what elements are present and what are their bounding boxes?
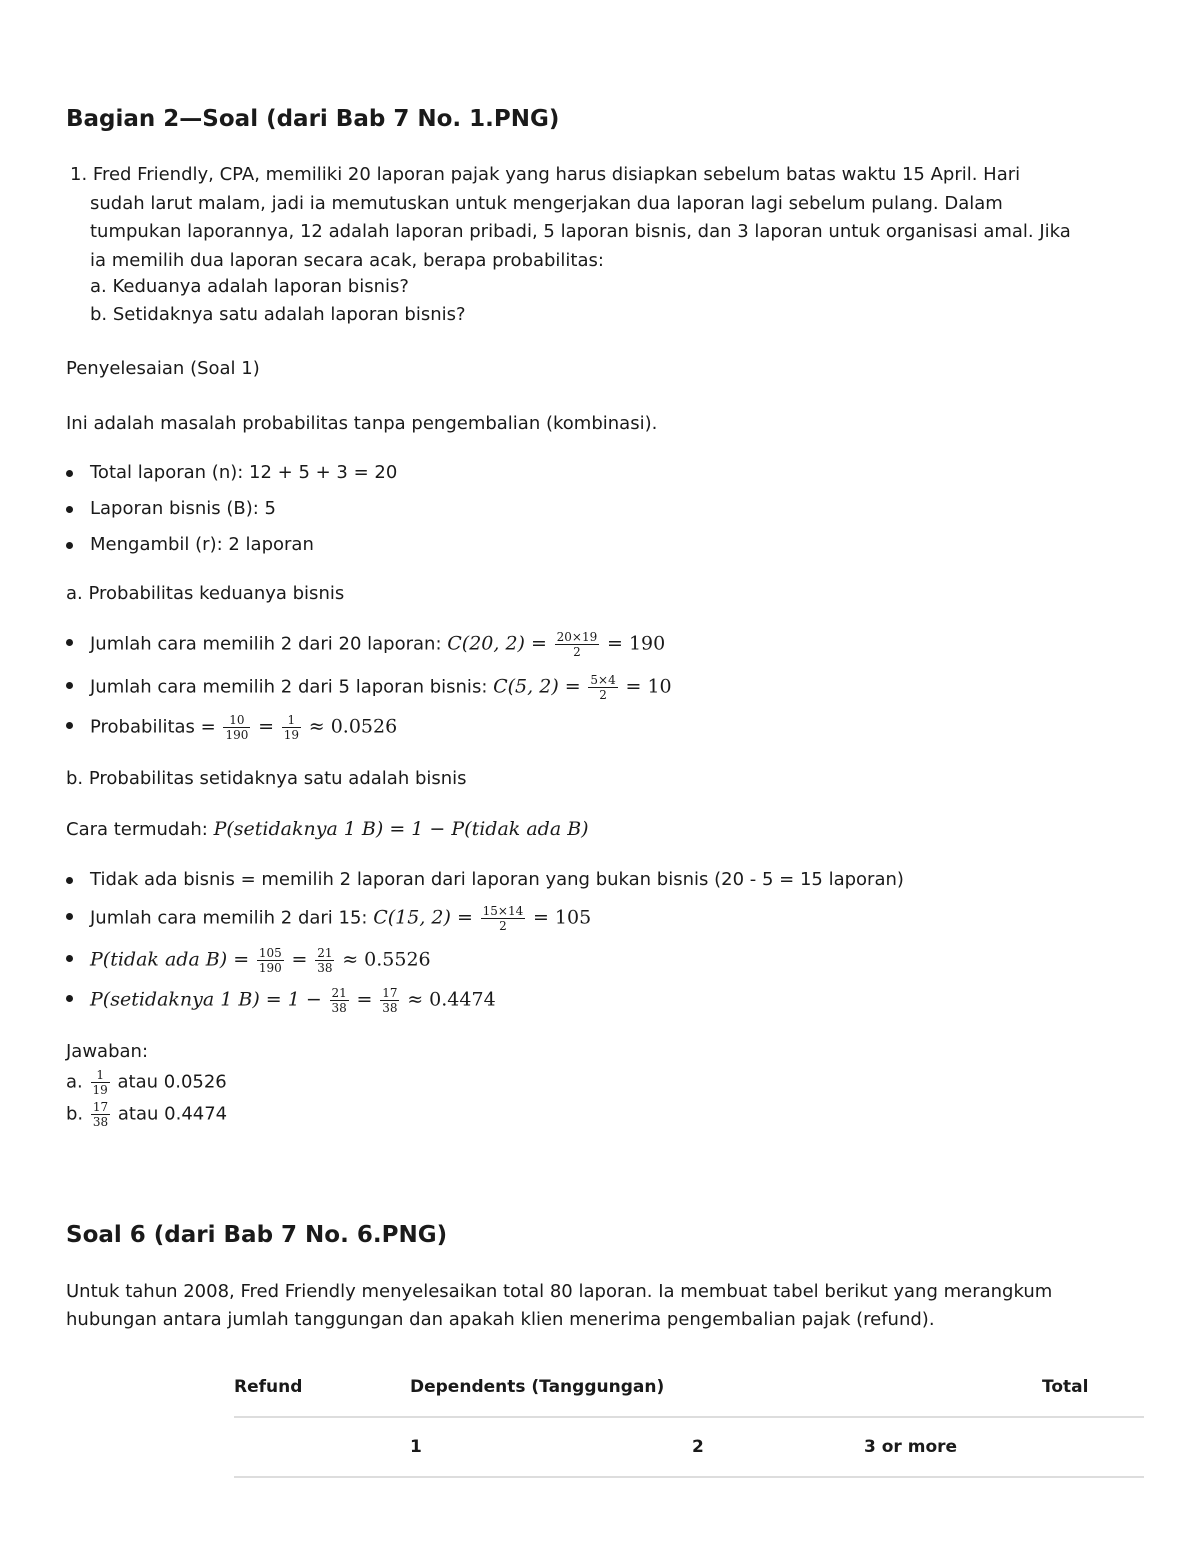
- section2-title: Soal 6 (dari Bab 7 No. 6.PNG): [66, 1222, 448, 1248]
- formula: C(15, 2) =: [373, 906, 473, 929]
- easiest-label: Cara termudah:: [66, 819, 214, 840]
- denominator: 2: [573, 645, 581, 659]
- formula: P(setidaknya 1 B) = 1 −: [90, 988, 322, 1011]
- formula: P(setidaknya 1 B) = 1 − P(tidak ada B): [213, 818, 589, 840]
- part-b-bullet-2: [90, 904, 591, 933]
- given-business: Laporan bisnis (B): 5: [90, 498, 277, 519]
- bullet-icon: [66, 955, 73, 962]
- numerator: 15×14: [482, 904, 524, 918]
- solution-intro: Ini adalah masalah probabilitas tanpa pengembalian (kombinasi).: [66, 413, 658, 434]
- table-cell: 3 or more: [864, 1417, 1042, 1477]
- fraction: [257, 946, 284, 975]
- numerator: 1: [282, 713, 301, 728]
- fraction: [555, 630, 600, 659]
- denominator: 38: [92, 1115, 109, 1129]
- denominator: 19: [283, 728, 300, 742]
- bullet-icon: [66, 506, 73, 513]
- result: = 190: [606, 632, 666, 655]
- fraction: [91, 1068, 110, 1097]
- result: ≈ 0.0526: [308, 715, 398, 738]
- bullet-icon: [66, 639, 73, 646]
- part-b-bullet-3: [90, 946, 431, 975]
- table-cell: 2: [692, 1417, 864, 1477]
- part-b-heading: b. Probabilitas setidaknya satu adalah bisnis: [66, 768, 467, 789]
- easiest-way: [66, 817, 589, 842]
- numerator: 17: [92, 1100, 109, 1114]
- problem-line-3: tumpukan laporannya, 12 adalah laporan pribadi, 5 laporan bisnis, dan 3 laporan untuk organisasi amal. Jika: [90, 221, 1071, 242]
- refund-table: [234, 1358, 1144, 1478]
- answer-a: [66, 1068, 227, 1097]
- answer-prefix: a.: [66, 1071, 83, 1093]
- numerator: 105: [258, 946, 282, 960]
- result: ≈ 0.4474: [407, 988, 496, 1011]
- section2-intro-line-1: Untuk tahun 2008, Fred Friendly menyelesaikan total 80 laporan. Ia membuat tabel berikut yang merangkum: [66, 1281, 1053, 1302]
- bullet-icon: [66, 682, 73, 689]
- fraction: [330, 986, 349, 1015]
- given-total: Total laporan (n): 12 + 5 + 3 = 20: [90, 462, 398, 483]
- part-b-bullet-4: [90, 986, 496, 1015]
- equals: =: [356, 988, 373, 1011]
- numerator: 20×19: [556, 630, 598, 644]
- fraction: [282, 713, 301, 742]
- fraction: [588, 673, 617, 702]
- denominator: 190: [225, 728, 249, 742]
- part-a-bullet-2: [90, 673, 672, 702]
- bullet-text: Jumlah cara memilih 2 dari 15:: [90, 907, 374, 929]
- part-a-bullet-3: [90, 713, 397, 742]
- fraction: [481, 904, 526, 933]
- bullet-text: Probabilitas =: [90, 716, 222, 738]
- bullet-icon: [66, 470, 73, 477]
- denominator: 190: [258, 961, 282, 975]
- answer-b: [66, 1100, 227, 1129]
- denominator: 38: [382, 1001, 398, 1015]
- part-a-bullet-1: [90, 630, 665, 659]
- solution-heading: Penyelesaian (Soal 1): [66, 358, 260, 379]
- fraction: [380, 986, 399, 1015]
- problem-line-4: ia memilih dua laporan secara acak, berapa probabilitas:: [90, 250, 604, 271]
- bullet-icon: [66, 913, 73, 920]
- table-header-cell: [864, 1358, 1042, 1417]
- numerator: 5×4: [590, 673, 616, 687]
- answer-value: atau 0.0526: [117, 1071, 227, 1093]
- table-row: [234, 1417, 1144, 1477]
- part-b-bullet-1: Tidak ada bisnis = memilih 2 laporan dari laporan yang bukan bisnis (20 - 5 = 15 laporan): [90, 869, 904, 890]
- section2-intro-line-2: hubungan antara jumlah tanggungan dan apakah klien menerima pengembalian pajak (refund).: [66, 1309, 935, 1330]
- fraction: [91, 1100, 110, 1129]
- problem-line-2: sudah larut malam, jadi ia memutuskan untuk mengerjakan dua laporan lagi sebelum pulang. Dalam: [90, 193, 1003, 214]
- numerator: 21: [317, 946, 333, 960]
- equals: =: [291, 948, 308, 971]
- numerator: 21: [331, 986, 347, 1000]
- part-a-heading: a. Probabilitas keduanya bisnis: [66, 583, 345, 604]
- table-header-cell: Dependents (Tanggungan): [410, 1358, 692, 1417]
- denominator: 2: [499, 919, 507, 933]
- section1-title: Bagian 2—Soal (dari Bab 7 No. 1.PNG): [66, 106, 560, 132]
- bullet-icon: [66, 995, 73, 1002]
- denominator: 19: [92, 1083, 108, 1097]
- bullet-text: Jumlah cara memilih 2 dari 5 laporan bisnis:: [90, 676, 494, 698]
- numerator: 10: [223, 713, 250, 728]
- denominator: 38: [317, 961, 333, 975]
- formula: C(5, 2) =: [493, 675, 581, 698]
- formula: C(20, 2) =: [447, 632, 547, 655]
- table-header-cell: [692, 1358, 864, 1417]
- bullet-icon: [66, 542, 73, 549]
- answer-prefix: b.: [66, 1103, 84, 1125]
- formula: P(tidak ada B) =: [90, 948, 250, 971]
- fraction: [315, 946, 334, 975]
- table-row: [234, 1358, 1144, 1417]
- bullet-icon: [66, 722, 73, 729]
- answer-label: Jawaban:: [66, 1041, 149, 1062]
- bullet-text: Jumlah cara memilih 2 dari 20 laporan:: [90, 633, 448, 655]
- answer-value: atau 0.4474: [117, 1103, 228, 1125]
- problem-line-1: 1. Fred Friendly, CPA, memiliki 20 laporan pajak yang harus disiapkan sebelum batas waktu 15 April. Hari: [70, 164, 1021, 185]
- denominator: 38: [331, 1001, 347, 1015]
- equals: =: [258, 715, 274, 738]
- table-header-cell: Refund: [234, 1358, 410, 1417]
- given-draw: Mengambil (r): 2 laporan: [90, 534, 314, 555]
- result: = 105: [532, 906, 592, 929]
- problem-option-b: b. Setidaknya satu adalah laporan bisnis?: [90, 304, 466, 325]
- denominator: 2: [599, 688, 607, 702]
- table-cell: 1: [410, 1417, 692, 1477]
- table-cell: [1042, 1417, 1144, 1477]
- fraction: [223, 713, 250, 742]
- bullet-icon: [66, 877, 73, 884]
- numerator: 1: [91, 1068, 110, 1083]
- result: ≈ 0.5526: [342, 948, 431, 971]
- result: = 10: [625, 675, 672, 698]
- table-header-cell: Total: [1042, 1358, 1144, 1417]
- numerator: 17: [382, 986, 398, 1000]
- problem-option-a: a. Keduanya adalah laporan bisnis?: [90, 276, 409, 297]
- table-cell: [234, 1417, 410, 1477]
